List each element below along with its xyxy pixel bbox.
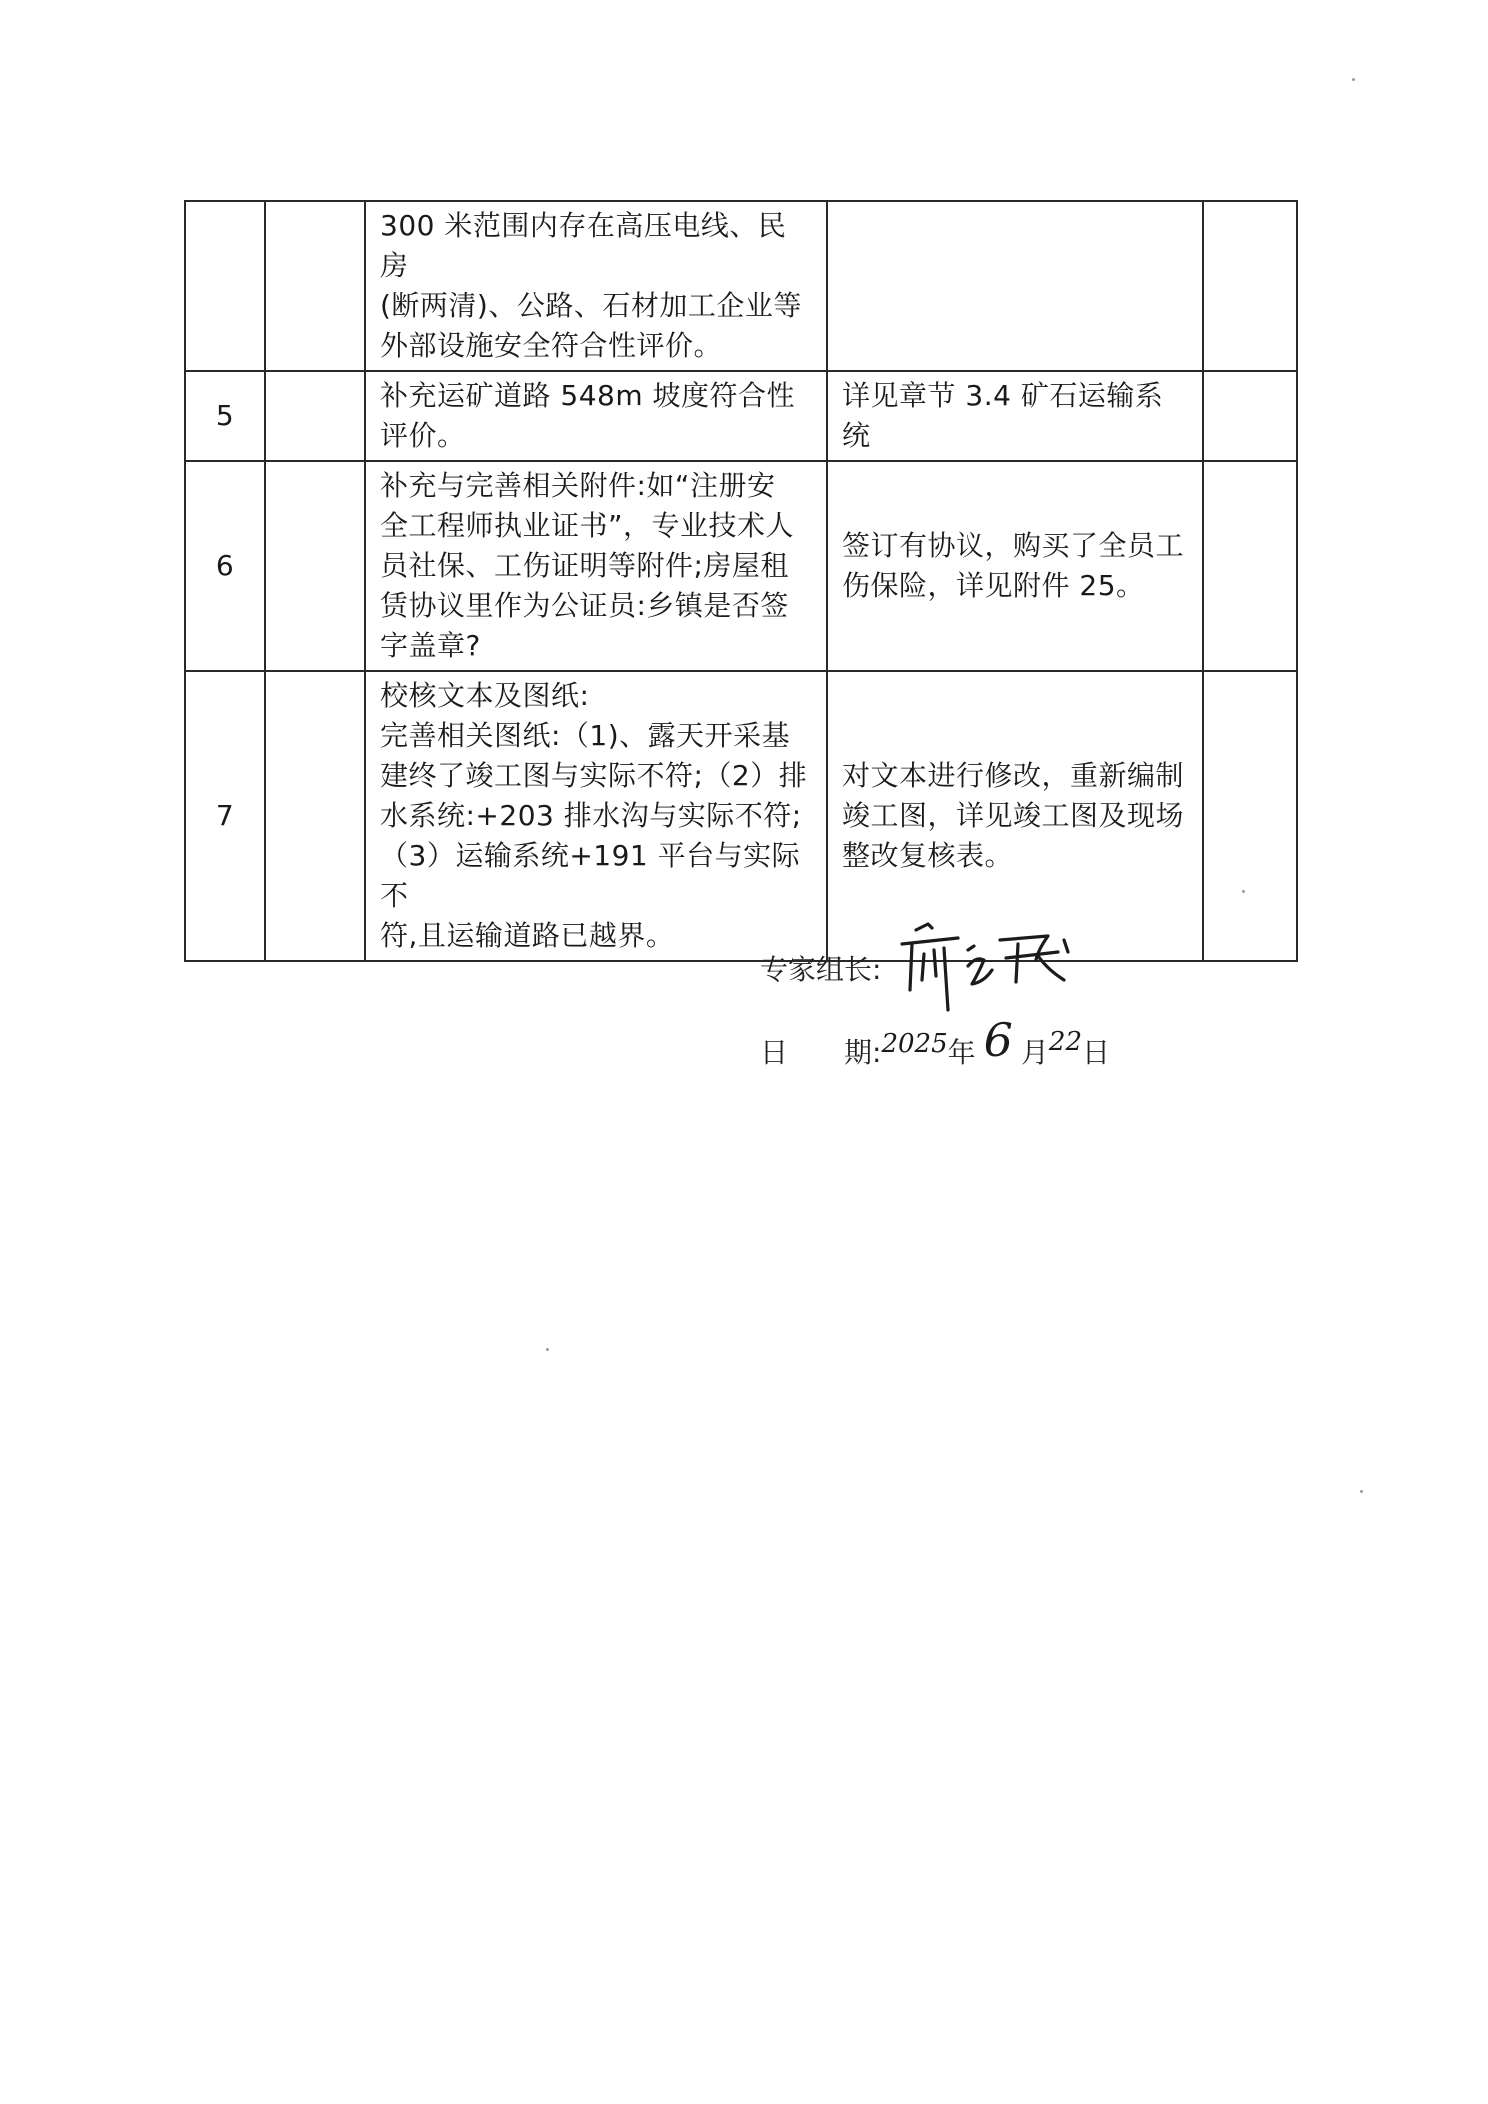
response-line: 竣工图，详见竣工图及现场 bbox=[842, 799, 1185, 832]
row-number: 6 bbox=[185, 461, 265, 671]
date-year: 2025 bbox=[881, 1029, 948, 1059]
issue-cell bbox=[365, 671, 827, 961]
issue-line: 补充与完善相关附件:如“注册安 bbox=[380, 469, 776, 502]
response-line: 对文本进行修改，重新编制 bbox=[842, 759, 1185, 792]
date-row bbox=[760, 1013, 1111, 1074]
table-row bbox=[185, 371, 1297, 461]
leader-label: 专家组长: bbox=[760, 953, 882, 986]
row-number bbox=[185, 201, 265, 371]
response-cell bbox=[827, 371, 1203, 461]
table-row bbox=[185, 461, 1297, 671]
category-cell bbox=[265, 201, 365, 371]
scan-speck bbox=[1352, 78, 1355, 81]
issue-line: 建终了竣工图与实际不符;（2）排 bbox=[380, 759, 808, 792]
leader-row bbox=[760, 950, 881, 990]
category-cell bbox=[265, 371, 365, 461]
response-line: 整改复核表。 bbox=[842, 839, 1014, 872]
category-cell bbox=[265, 461, 365, 671]
scan-speck bbox=[546, 1348, 549, 1351]
issue-line: 补充运矿道路 548m 坡度符合性 bbox=[380, 379, 796, 412]
date-day-unit: 日 bbox=[1082, 1036, 1111, 1069]
response-line: 签订有协议，购买了全员工 bbox=[842, 529, 1185, 562]
issue-line: 员社保、工伤证明等附件;房屋租 bbox=[380, 549, 789, 582]
review-table bbox=[184, 200, 1298, 962]
row-number: 7 bbox=[185, 671, 265, 961]
signature-block bbox=[760, 910, 1280, 1090]
issue-cell bbox=[365, 201, 827, 371]
table-row bbox=[185, 201, 1297, 371]
remark-cell bbox=[1203, 461, 1297, 671]
date-month: 6 bbox=[983, 1013, 1013, 1067]
date-day: 22 bbox=[1048, 1027, 1083, 1057]
date-year-unit: 年 bbox=[947, 1036, 976, 1069]
scan-speck bbox=[1360, 1490, 1363, 1493]
issue-line: 外部设施安全符合性评价。 bbox=[380, 329, 723, 362]
category-cell bbox=[265, 671, 365, 961]
issue-line: 校核文本及图纸: bbox=[380, 679, 590, 712]
issue-line: 完善相关图纸:（1)、露天开采基 bbox=[380, 719, 791, 752]
review-table-body bbox=[185, 201, 1297, 961]
response-cell bbox=[827, 201, 1203, 371]
issue-cell bbox=[365, 461, 827, 671]
response-line: 详见章节 3.4 矿石运输系统 bbox=[842, 379, 1164, 452]
issue-line: 符,且运输道路已越界。 bbox=[380, 919, 675, 952]
row-number: 5 bbox=[185, 371, 265, 461]
issue-line: 评价。 bbox=[380, 419, 466, 452]
issue-line: 300 米范围内存在高压电线、民房 bbox=[380, 209, 787, 282]
date-month-unit: 月 bbox=[1020, 1036, 1049, 1069]
scan-speck bbox=[1242, 890, 1245, 893]
issue-line: (断两清)、公路、石材加工企业等 bbox=[380, 289, 802, 322]
issue-line: 赁协议里作为公证员:乡镇是否签 bbox=[380, 589, 789, 622]
handwritten-signature bbox=[888, 910, 1078, 1020]
remark-cell bbox=[1203, 201, 1297, 371]
issue-line: 字盖章? bbox=[380, 629, 481, 662]
response-line: 伤保险，详见附件 25。 bbox=[842, 569, 1145, 602]
issue-line: 全工程师执业证书”，专业技术人 bbox=[380, 509, 795, 542]
issue-line: 水系统:+203 排水沟与实际不符; bbox=[380, 799, 802, 832]
response-cell bbox=[827, 461, 1203, 671]
issue-cell bbox=[365, 371, 827, 461]
remark-cell bbox=[1203, 371, 1297, 461]
date-label: 日 期: bbox=[760, 1036, 882, 1069]
issue-line: （3）运输系统+191 平台与实际不 bbox=[380, 839, 801, 912]
